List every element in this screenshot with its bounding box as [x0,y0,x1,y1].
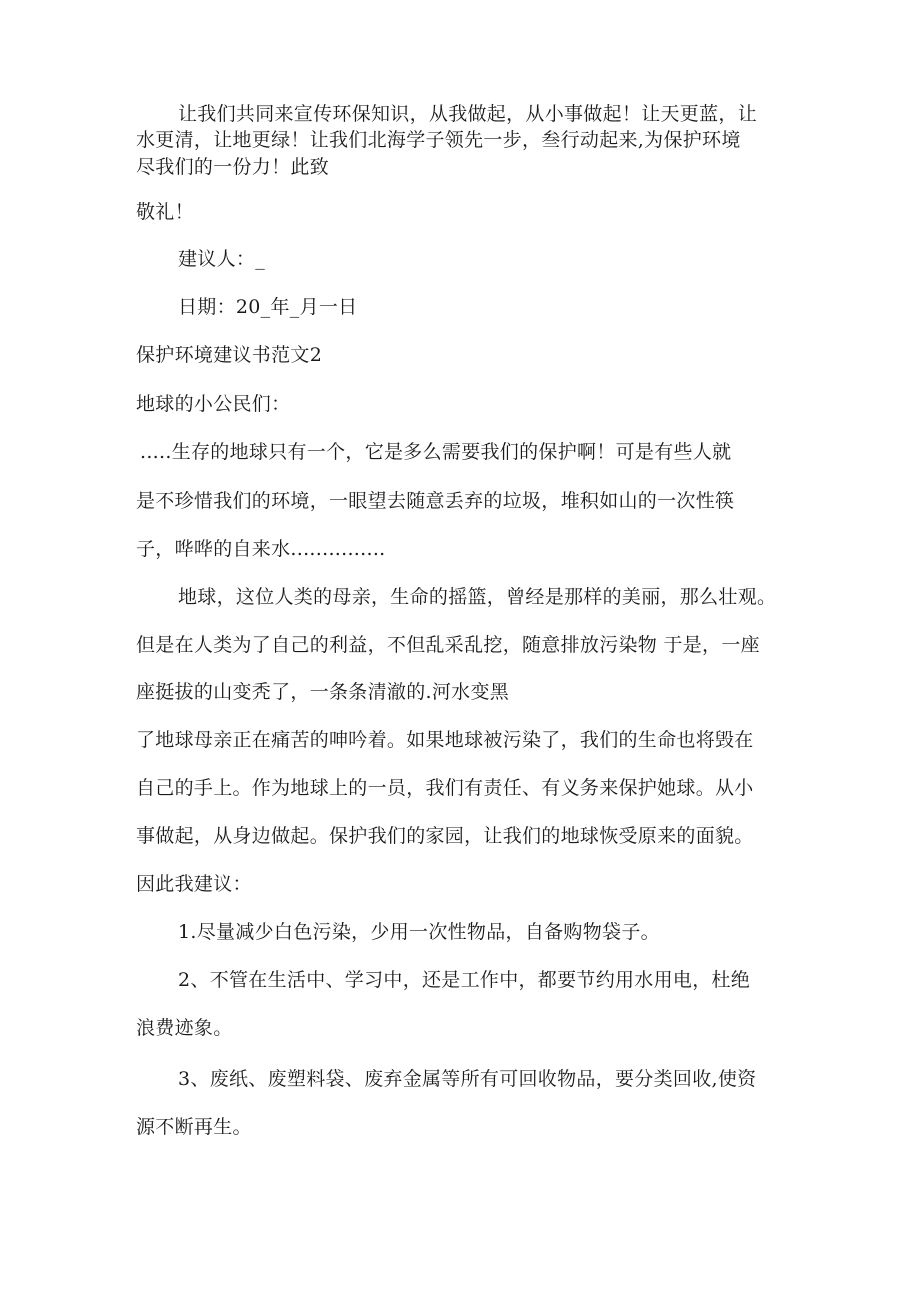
paragraph-line: 水更清，让地更绿！让我们北海学子领先一步，叁行动起来,为保护环境 [136,129,741,151]
suggestion-item-continued: 浪费迹象。 [136,1017,233,1039]
paragraph-line: 让我们共同来宣传环保知识，从我做起，从小事做起！让天更蓝，让 [178,103,758,125]
paragraph-line: 但是在人类为了自己的利益，不但乱采乱挖，随意排放污染物 于是，一座 [136,634,760,656]
paragraph-line: 地球，这位人类的母亲，生命的摇篮，曾经是那样的美丽，那么壮观。 [178,586,777,608]
suggestion-item-continued: 源不断再生。 [136,1116,252,1138]
paragraph-line: 因此我建议： [136,873,252,895]
paragraph-line: .....生存的地球只有一个，它是多么需要我们的保护啊！可是有些人就 [140,441,732,463]
paragraph-line: 尽我们的一份力！此致 [136,156,330,178]
date-field: 日期：20_年_月一日 [178,296,358,318]
paragraph-line: 了地球母亲正在痛苦的呻吟着。如果地球被污染了，我们的生命也将毁在 [136,729,754,751]
paragraph-line: 自己的手上。作为地球上的一员，我们有责任、有义务来保护她球。从小 [136,777,754,799]
proposer-field: 建议人：_ [178,248,266,270]
greeting: 地球的小公民们： [136,393,291,415]
section-title: 保护环境建议书范文2 [136,344,323,366]
closing-salutation: 敬礼！ [136,201,194,223]
paragraph-line: 事做起，从身边做起。保护我们的家园，让我们的地球恢受原来的面貌。 [136,825,754,847]
suggestion-item: 3、废纸、废塑料袋、废弃金属等所有可回收物品，要分类回收,使资 [178,1068,757,1090]
suggestion-item: 2、不管在生活中、学习中，还是工作中，都要节约用水用电，杜绝 [178,969,751,991]
paragraph-line: 座挺拔的山变秃了，一条条清澈的.河水变黑 [136,681,510,703]
paragraph-line: 子，哗哗的自来水............... [136,538,386,560]
paragraph-line: 是不珍惜我们的环境，一眼望去随意丢弃的垃圾，堆积如山的一次性筷 [136,490,735,512]
suggestion-item: 1.尽量减少白色污染，少用一次性物品，自备购物袋子。 [178,921,660,943]
